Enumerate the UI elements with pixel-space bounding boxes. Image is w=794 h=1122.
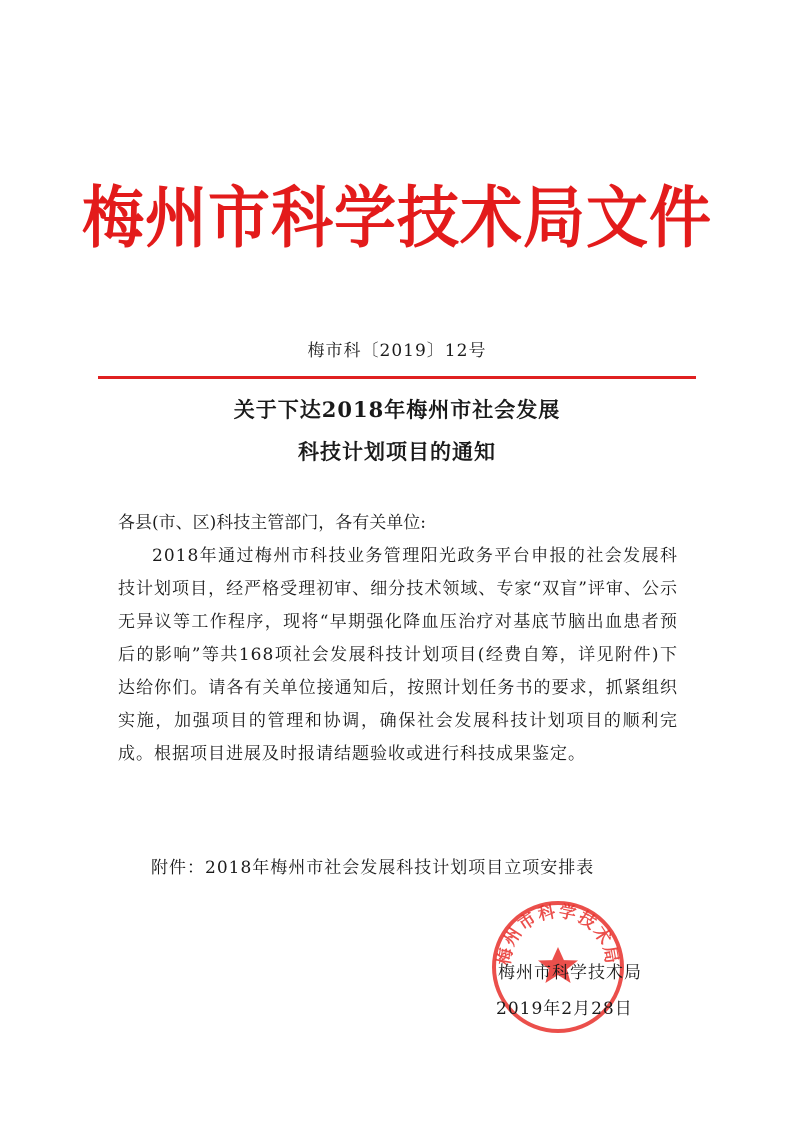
body-paragraph: 2018年通过梅州市科技业务管理阳光政务平台申报的社会发展科技计划项目，经严格受理初审、细分技术领域、专家“双盲”评审、公示无异议等工作程序，现将“早期强化降血压治疗对基底节脑出血患者预后的影响”等共168项社会发展科技计划项目(经费自筹，详见附件)下达给你们。请各有关单位接通知后，按照计划任务书的要求，抓紧组织实施，加强项目的管理和协调，确保社会发展科技计划项目的顺利完成。根据项目进展及时报请结题验收或进行科技成果鉴定。 <box>118 546 678 764</box>
signature-date: 2019年2月28日 <box>496 999 633 1019</box>
notice-title-line2: 科技计划项目的通知 <box>298 439 496 464</box>
salutation: 各县(市、区)科技主管部门，各有关单位: <box>118 513 426 533</box>
signature-organization: 梅州市科学技术局 <box>498 963 642 983</box>
attachment-line: 附件：2018年梅州市社会发展科技计划项目立项安排表 <box>151 858 595 878</box>
masthead-title: 梅州市科学技术局文件 <box>81 178 712 258</box>
red-divider-line <box>98 376 696 379</box>
notice-title-line1: 关于下达2018年梅州市社会发展 <box>233 397 561 422</box>
document-number: 梅市科〔2019〕12号 <box>307 341 487 361</box>
svg-text:梅州市科学技术局: 梅州市科学技术局 <box>494 901 622 967</box>
